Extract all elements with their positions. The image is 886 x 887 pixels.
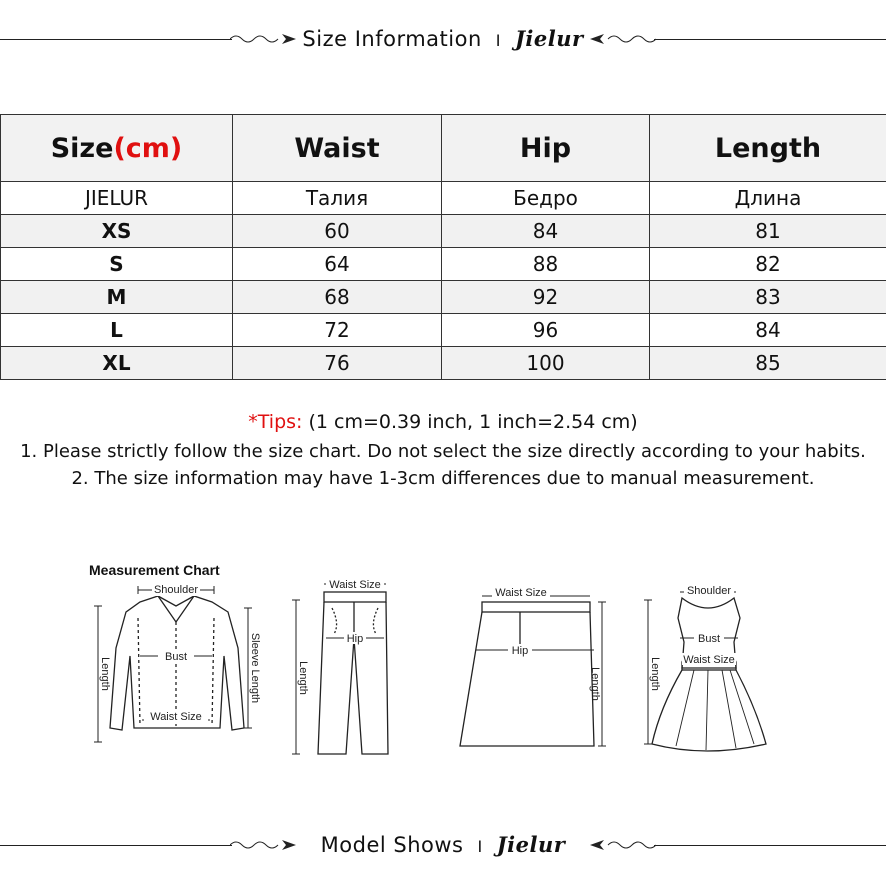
header-size: Size(cm): [1, 115, 233, 182]
waist-label: Waist Size: [683, 654, 735, 666]
tips-line: 2. The size information may have 1-3cm differences due to manual measurement.: [71, 468, 815, 489]
table-row: [1, 347, 886, 380]
table-row: [1, 281, 886, 314]
table-cell: 100: [442, 347, 650, 380]
table-cell: Талия: [233, 182, 442, 215]
size-label: S: [1, 248, 233, 281]
header-waist: Waist: [233, 115, 442, 182]
waist-label: Waist Size: [150, 711, 202, 723]
tips-label: *Tips:: [248, 411, 303, 433]
bust-label: Bust: [697, 633, 721, 645]
table-cell: Бедро: [442, 182, 650, 215]
table-row: [1, 248, 886, 281]
tips-heading: [0, 411, 886, 433]
pants-illustration-icon: [288, 578, 403, 758]
table-header-row: [1, 115, 886, 182]
length-label: Length: [649, 657, 661, 691]
size-label: XL: [1, 347, 233, 380]
table-cell: 85: [650, 347, 886, 380]
pants-diagram: [288, 578, 403, 758]
divider-line: [654, 845, 886, 846]
table-cell: 72: [233, 314, 442, 347]
table-cell: 84: [650, 314, 886, 347]
bust-label: Bust: [164, 651, 188, 663]
table-cell: 84: [442, 215, 650, 248]
table-row: [1, 215, 886, 248]
skirt-illustration-icon: [452, 578, 612, 754]
header-banner: [0, 20, 886, 60]
table-cell: 83: [650, 281, 886, 314]
hip-label: Hip: [346, 633, 364, 645]
dress-diagram: [636, 578, 771, 754]
table-row: [1, 314, 886, 347]
table-cell: 68: [233, 281, 442, 314]
table-cell: Длина: [650, 182, 886, 215]
size-label: XS: [1, 215, 233, 248]
size-label: M: [1, 281, 233, 314]
tips-line: 1. Please strictly follow the size chart. Do not select the size directly according to your habits.: [20, 441, 866, 462]
page-title: Size Information I Jielur: [302, 26, 584, 51]
header-length: Length: [650, 115, 886, 182]
table-cell: 76: [233, 347, 442, 380]
table-cell: 81: [650, 215, 886, 248]
waist-label: Waist Size: [329, 579, 381, 591]
brand-logo: Jielur: [496, 832, 566, 857]
section-title: Model Shows I Jielur: [320, 832, 566, 857]
table-cell: 82: [650, 248, 886, 281]
sleeve-length-label: Sleeve Length: [249, 632, 261, 704]
table-cell: 64: [233, 248, 442, 281]
table-cell: 60: [233, 215, 442, 248]
tips-conversion: (1 cm=0.39 inch, 1 inch=2.54 cm): [302, 411, 638, 433]
table-cell: 92: [442, 281, 650, 314]
skirt-diagram: [452, 578, 612, 754]
divider-line: [654, 39, 886, 40]
table-cell: 88: [442, 248, 650, 281]
measurement-chart-title: Measurement Chart: [89, 562, 220, 578]
unit-label: (cm): [113, 132, 183, 164]
footer-banner: [0, 826, 886, 866]
swirl-ornament-icon: [586, 835, 656, 855]
shirt-diagram: [88, 578, 263, 750]
length-label: Length: [99, 657, 111, 691]
length-label: Length: [589, 667, 601, 701]
size-label: L: [1, 314, 233, 347]
dress-illustration-icon: [636, 578, 771, 754]
size-table: [0, 114, 886, 380]
table-subheader-row: [1, 182, 886, 215]
waist-label: Waist Size: [495, 587, 547, 599]
length-label: Length: [297, 661, 309, 695]
swirl-ornament-icon: [586, 29, 656, 49]
brand-logo: Jielur: [514, 26, 584, 51]
header-hip: Hip: [442, 115, 650, 182]
shoulder-label: Shoulder: [686, 585, 732, 597]
hip-label: Hip: [511, 645, 529, 657]
shirt-illustration-icon: [88, 578, 263, 750]
table-cell: JIELUR: [1, 182, 233, 215]
shoulder-label: Shoulder: [153, 584, 199, 596]
table-cell: 96: [442, 314, 650, 347]
